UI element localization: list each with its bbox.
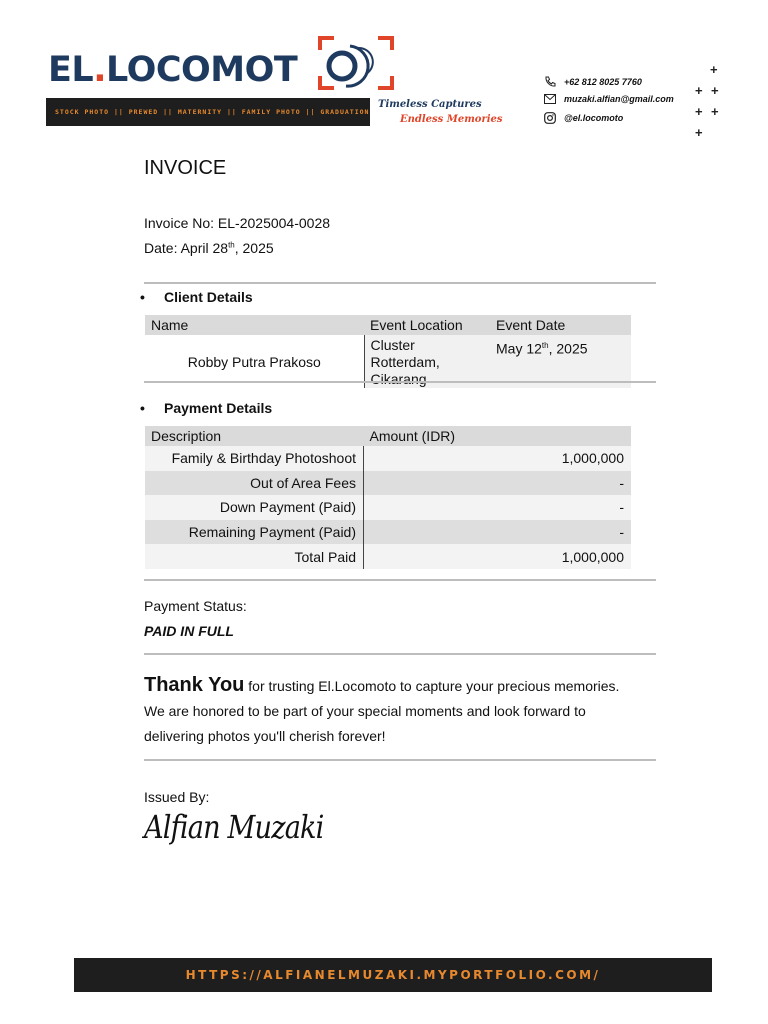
event-date-prefix: May 12: [496, 340, 542, 357]
thank-you-line1: for trusting El.Locomoto to capture your precious memories.: [244, 678, 620, 694]
payment-section-title: Payment Details: [164, 400, 273, 416]
divider: [144, 653, 656, 655]
brand-name-part2: LOCOMOT: [106, 50, 298, 90]
thank-you-heading: Thank You: [144, 674, 245, 696]
divider: [144, 282, 656, 284]
plus-decoration: +: [711, 83, 719, 98]
payment-row: [145, 520, 631, 545]
tagline-primary: Timeless Captures: [378, 99, 482, 110]
client-table: [145, 315, 631, 388]
invoice-number: Invoice No: EL-2025004-0028: [144, 215, 331, 231]
payment-status-label: Payment Status:: [144, 598, 247, 614]
client-header-name: Name: [145, 315, 364, 335]
client-location-line1: Cluster Rotterdam,: [370, 337, 440, 370]
payment-row: [145, 495, 631, 520]
client-header-location: Event Location: [364, 315, 490, 335]
client-header-date: Event Date: [490, 315, 631, 335]
brand-name-part1: EL: [48, 50, 94, 90]
event-date-suffix: , 2025: [548, 340, 588, 357]
issued-by-label: Issued By:: [144, 789, 210, 805]
email-address: muzaki.alfian@gmail.com: [564, 94, 674, 104]
payment-header-row: [145, 426, 631, 446]
camera-lens-icon: [316, 34, 396, 94]
mail-icon: [544, 94, 556, 104]
thank-you-message: [144, 673, 684, 749]
divider: [144, 759, 656, 761]
payment-description: Remaining Payment (Paid): [145, 520, 364, 545]
invoice-title: INVOICE: [144, 157, 227, 179]
invoice-date-prefix: Date: April 28: [144, 240, 229, 256]
divider: [144, 579, 656, 581]
payment-total-amount: 1,000,000: [364, 544, 632, 569]
payment-total-label: Total Paid: [145, 544, 364, 569]
payment-status-value: PAID IN FULL: [144, 623, 234, 639]
plus-decoration: +: [695, 125, 703, 140]
plus-decoration: +: [711, 104, 719, 119]
contact-phone: [544, 76, 642, 88]
services-banner: STOCK PHOTO || PREWED || MATERNITY || FAMILY PHOTO || GRADUATION: [46, 98, 370, 126]
payment-amount: -: [364, 520, 632, 545]
payment-description: Family & Birthday Photoshoot: [145, 446, 364, 471]
thank-you-line2: We are honored to be part of your special moments and look forward to: [144, 703, 586, 719]
divider: [144, 381, 656, 383]
contact-email: [544, 94, 674, 104]
payment-row: [145, 471, 631, 496]
payment-description: Down Payment (Paid): [145, 495, 364, 520]
client-name: Robby Putra Prakoso: [145, 335, 364, 388]
payment-total-row: [145, 544, 631, 569]
payment-header-description: Description: [145, 426, 364, 446]
plus-decoration: +: [710, 62, 718, 77]
instagram-icon: [544, 112, 556, 124]
client-section-title: Client Details: [164, 289, 253, 305]
plus-decoration: +: [695, 83, 703, 98]
event-date-sup: th: [541, 341, 549, 350]
payment-amount: 1,000,000: [364, 446, 632, 471]
signature: Alfian Muzaki: [144, 808, 324, 846]
bullet-icon: •: [140, 400, 145, 416]
payment-row: [145, 446, 631, 471]
brand-name-dot: .: [93, 50, 107, 90]
contact-instagram: [544, 112, 623, 124]
portfolio-url-footer: HTTPS://ALFIANELMUZAKI.MYPORTFOLIO.COM/: [74, 958, 712, 992]
invoice-date: [144, 240, 274, 256]
phone-number: +62 812 8025 7760: [564, 77, 642, 87]
brand-logo: [48, 50, 297, 90]
payment-table: [145, 426, 631, 569]
bullet-icon: •: [140, 289, 145, 305]
phone-icon: [544, 76, 556, 88]
client-location-line2: Cikarang: [370, 371, 427, 387]
payment-amount: -: [364, 471, 632, 496]
plus-decoration: +: [695, 104, 703, 119]
thank-you-line3: delivering photos you'll cherish forever!: [144, 728, 386, 744]
payment-header-amount: Amount (IDR): [364, 426, 632, 446]
invoice-date-sup: th: [228, 240, 235, 250]
client-header-row: [145, 315, 631, 335]
payment-description: Out of Area Fees: [145, 471, 364, 496]
invoice-date-suffix: , 2025: [234, 240, 274, 256]
tagline-secondary: Endless Memories: [400, 114, 503, 125]
payment-amount: -: [364, 495, 632, 520]
instagram-handle: @el.locomoto: [564, 113, 624, 123]
